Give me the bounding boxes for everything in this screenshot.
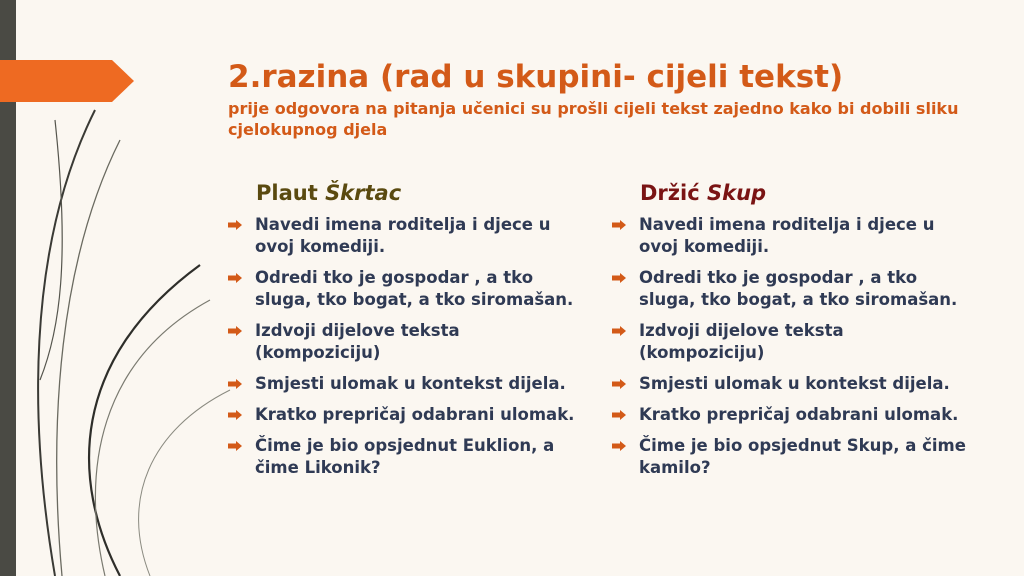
- slide-title: 2.razina (rad u skupini- cijeli tekst): [228, 59, 844, 95]
- list-item: [226, 435, 586, 479]
- title-block: [228, 58, 988, 140]
- author-name: Držić: [640, 181, 700, 205]
- work-title: Skup: [706, 181, 767, 205]
- question-list: [226, 214, 586, 479]
- list-item-text: Navedi imena roditelja i djece u ovoj komediji.: [255, 215, 551, 256]
- arrow-bullet-icon: [612, 326, 626, 336]
- list-item: [226, 267, 586, 311]
- arrow-bullet-icon: [612, 220, 626, 230]
- question-list: [610, 214, 970, 479]
- column-heading: [640, 178, 970, 208]
- column-heading: [256, 178, 586, 208]
- arrow-bullet-icon: [612, 410, 626, 420]
- arrow-bullet-icon: [612, 273, 626, 283]
- arrow-bullet-icon: [228, 441, 242, 451]
- column-drzic: [610, 178, 970, 488]
- arrow-bullet-icon: [612, 441, 626, 451]
- arrow-bullet-icon: [228, 220, 242, 230]
- list-item: [226, 404, 586, 426]
- list-item-text: Izdvoji dijelove teksta (kompoziciju): [255, 321, 460, 362]
- list-item: [610, 267, 970, 311]
- arrow-bullet-icon: [228, 410, 242, 420]
- list-item-text: Čime je bio opsjednut Skup, a čime kamilo?: [639, 436, 966, 477]
- list-item: [226, 320, 586, 364]
- arrow-bullet-icon: [228, 326, 242, 336]
- list-item-text: Čime je bio opsjednut Euklion, a čime Likonik?: [255, 436, 555, 477]
- arrow-bullet-icon: [228, 273, 242, 283]
- list-item-text: Izdvoji dijelove teksta (kompoziciju): [639, 321, 844, 362]
- author-name: Plaut: [256, 181, 318, 205]
- list-item-text: Navedi imena roditelja i djece u ovoj komediji.: [639, 215, 935, 256]
- list-item: [610, 404, 970, 426]
- work-title: Škrtac: [325, 181, 402, 205]
- arrow-bullet-icon: [612, 379, 626, 389]
- list-item: [226, 373, 586, 395]
- list-item: [610, 214, 970, 258]
- list-item-text: Smjesti ulomak u kontekst dijela.: [255, 374, 566, 393]
- list-item: [610, 435, 970, 479]
- column-plaut: [226, 178, 586, 488]
- title-arrow-shape: [0, 60, 134, 102]
- list-item: [226, 214, 586, 258]
- arrow-bullet-icon: [228, 379, 242, 389]
- list-item: [610, 320, 970, 364]
- list-item-text: Smjesti ulomak u kontekst dijela.: [639, 374, 950, 393]
- list-item: [610, 373, 970, 395]
- list-item-text: Odredi tko je gospodar , a tko sluga, tko bogat, a tko siromašan.: [639, 268, 958, 309]
- list-item-text: Kratko prepričaj odabrani ulomak.: [639, 405, 959, 424]
- list-item-text: Odredi tko je gospodar , a tko sluga, tko bogat, a tko siromašan.: [255, 268, 574, 309]
- slide-subtitle: prije odgovora na pitanja učenici su prošli cijeli tekst zajedno kako bi dobili sliku cjelokupnog djela: [228, 99, 959, 139]
- list-item-text: Kratko prepričaj odabrani ulomak.: [255, 405, 575, 424]
